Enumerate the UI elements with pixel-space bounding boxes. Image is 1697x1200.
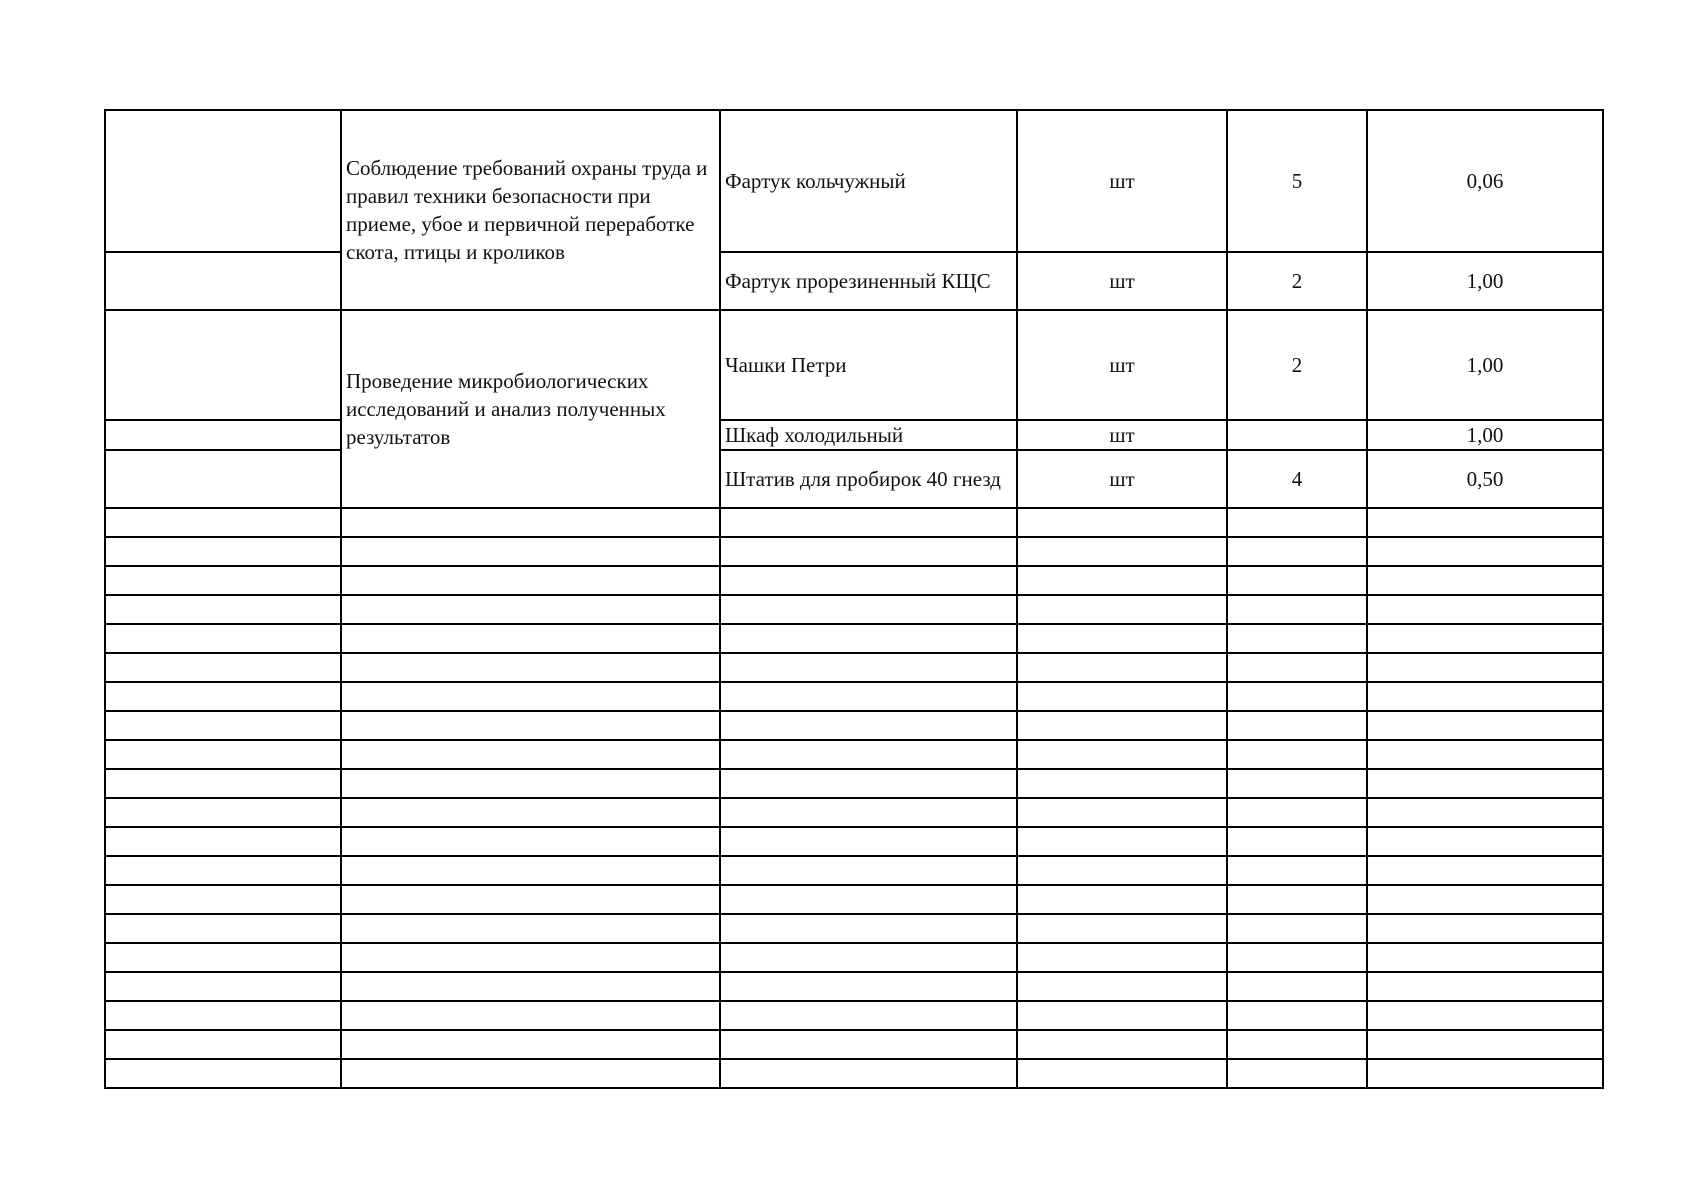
empty-cell [720,566,1017,595]
table-row [105,310,1603,420]
qty-cell: 5 [1227,110,1367,252]
empty-cell [1367,1030,1603,1059]
empty-row [105,682,1603,711]
empty-cell [720,827,1017,856]
empty-cell [1227,537,1367,566]
table-row [105,252,1603,310]
empty-cell [105,508,341,537]
empty-cell [1017,624,1227,653]
empty-cell [1367,798,1603,827]
empty-cell [720,885,1017,914]
empty-cell [105,537,341,566]
task-cell: Соблюдение требований охраны труда и правил техники безопасности при приеме, убое и первичной переработке скота, птицы и кроликов [341,110,720,310]
item-name-cell: Фартук кольчужный [720,110,1017,252]
empty-cell [1017,537,1227,566]
empty-cell [105,711,341,740]
empty-cell [341,1059,720,1088]
table-row [105,110,1603,252]
empty-cell [105,1001,341,1030]
empty-cell [1367,566,1603,595]
empty-cell [1227,1030,1367,1059]
empty-cell [1017,711,1227,740]
empty-cell [1227,885,1367,914]
empty-cell [1367,508,1603,537]
empty-cell [1017,1001,1227,1030]
empty-cell [341,856,720,885]
empty-row [105,740,1603,769]
index-cell [105,420,341,450]
coef-cell: 1,00 [1367,310,1603,420]
empty-cell [720,914,1017,943]
empty-cell [341,595,720,624]
empty-cell [1227,856,1367,885]
empty-cell [341,711,720,740]
table-row [105,450,1603,508]
empty-cell [720,595,1017,624]
empty-cell [1017,653,1227,682]
empty-cell [105,827,341,856]
unit-cell: шт [1017,310,1227,420]
empty-row [105,1030,1603,1059]
item-name-cell: Штатив для пробирок 40 гнезд [720,450,1017,508]
empty-cell [1017,827,1227,856]
empty-cell [1367,595,1603,624]
empty-cell [105,1059,341,1088]
empty-cell [1367,769,1603,798]
empty-cell [1367,624,1603,653]
equipment-table [104,109,1604,1089]
qty-cell [1227,420,1367,450]
empty-cell [1227,624,1367,653]
empty-cell [720,740,1017,769]
empty-cell [1367,856,1603,885]
empty-cell [341,1001,720,1030]
empty-row [105,624,1603,653]
empty-cell [1367,1001,1603,1030]
empty-cell [720,943,1017,972]
unit-cell: шт [1017,252,1227,310]
empty-cell [1017,769,1227,798]
qty-cell: 2 [1227,252,1367,310]
empty-cell [341,798,720,827]
empty-cell [1227,653,1367,682]
empty-cell [341,943,720,972]
empty-cell [1227,972,1367,1001]
empty-cell [1017,508,1227,537]
coef-cell: 1,00 [1367,420,1603,450]
empty-row [105,711,1603,740]
empty-row [105,885,1603,914]
empty-cell [720,508,1017,537]
empty-cell [1367,537,1603,566]
empty-cell [1227,914,1367,943]
empty-cell [1227,682,1367,711]
qty-cell: 2 [1227,310,1367,420]
empty-cell [105,595,341,624]
item-name-cell: Фартук прорезиненный КЩС [720,252,1017,310]
empty-cell [105,740,341,769]
empty-cell [1017,914,1227,943]
empty-cell [720,1030,1017,1059]
empty-cell [1017,856,1227,885]
empty-row [105,769,1603,798]
empty-cell [1017,682,1227,711]
empty-cell [341,653,720,682]
empty-cell [1367,653,1603,682]
qty-cell: 4 [1227,450,1367,508]
empty-cell [1367,740,1603,769]
empty-cell [1367,827,1603,856]
empty-cell [105,943,341,972]
empty-cell [105,885,341,914]
empty-cell [105,914,341,943]
empty-cell [341,827,720,856]
empty-cell [1227,595,1367,624]
empty-cell [341,914,720,943]
empty-cell [720,682,1017,711]
empty-cell [1227,740,1367,769]
empty-row [105,653,1603,682]
empty-row [105,508,1603,537]
empty-cell [720,711,1017,740]
empty-cell [341,624,720,653]
empty-cell [1017,943,1227,972]
index-cell [105,450,341,508]
empty-cell [105,1030,341,1059]
index-cell [105,310,341,420]
coef-cell: 1,00 [1367,252,1603,310]
empty-cell [1227,508,1367,537]
coef-cell: 0,06 [1367,110,1603,252]
empty-cell [1227,1001,1367,1030]
empty-cell [1367,711,1603,740]
empty-cell [720,653,1017,682]
empty-row [105,827,1603,856]
empty-cell [341,537,720,566]
empty-cell [1227,1059,1367,1088]
item-name-cell: Шкаф холодильный [720,420,1017,450]
empty-cell [105,682,341,711]
empty-row [105,1001,1603,1030]
empty-row [105,943,1603,972]
empty-cell [1227,827,1367,856]
empty-row [105,595,1603,624]
empty-cell [341,769,720,798]
unit-cell: шт [1017,450,1227,508]
empty-cell [1367,682,1603,711]
index-cell [105,110,341,252]
empty-cell [105,653,341,682]
empty-cell [720,537,1017,566]
empty-cell [1227,769,1367,798]
empty-cell [105,769,341,798]
empty-cell [720,798,1017,827]
empty-cell [341,740,720,769]
empty-cell [1017,1030,1227,1059]
empty-cell [1017,566,1227,595]
empty-cell [105,856,341,885]
empty-cell [1017,595,1227,624]
empty-cell [1017,740,1227,769]
task-cell: Проведение микробиологических исследований и анализ полученных результатов [341,310,720,508]
empty-cell [105,798,341,827]
index-cell [105,252,341,310]
empty-cell [1017,1059,1227,1088]
empty-row [105,914,1603,943]
empty-cell [720,1059,1017,1088]
empty-row [105,856,1603,885]
empty-cell [341,566,720,595]
empty-cell [105,566,341,595]
empty-row [105,1059,1603,1088]
empty-cell [1227,798,1367,827]
empty-cell [1367,885,1603,914]
empty-cell [720,1001,1017,1030]
unit-cell: шт [1017,110,1227,252]
unit-cell: шт [1017,420,1227,450]
empty-cell [105,624,341,653]
empty-cell [341,1030,720,1059]
empty-cell [105,972,341,1001]
empty-cell [1017,798,1227,827]
empty-cell [1227,711,1367,740]
empty-cell [341,508,720,537]
empty-row [105,972,1603,1001]
empty-cell [1367,943,1603,972]
empty-row [105,798,1603,827]
empty-cell [1367,914,1603,943]
empty-cell [1367,1059,1603,1088]
empty-cell [720,624,1017,653]
empty-row [105,537,1603,566]
empty-cell [720,769,1017,798]
empty-cell [341,885,720,914]
empty-cell [1367,972,1603,1001]
item-name-cell: Чашки Петри [720,310,1017,420]
coef-cell: 0,50 [1367,450,1603,508]
empty-cell [1017,972,1227,1001]
empty-cell [341,682,720,711]
empty-cell [720,972,1017,1001]
empty-cell [1227,943,1367,972]
empty-cell [720,856,1017,885]
empty-cell [341,972,720,1001]
table-row [105,420,1603,450]
empty-cell [1227,566,1367,595]
empty-cell [1017,885,1227,914]
empty-row [105,566,1603,595]
